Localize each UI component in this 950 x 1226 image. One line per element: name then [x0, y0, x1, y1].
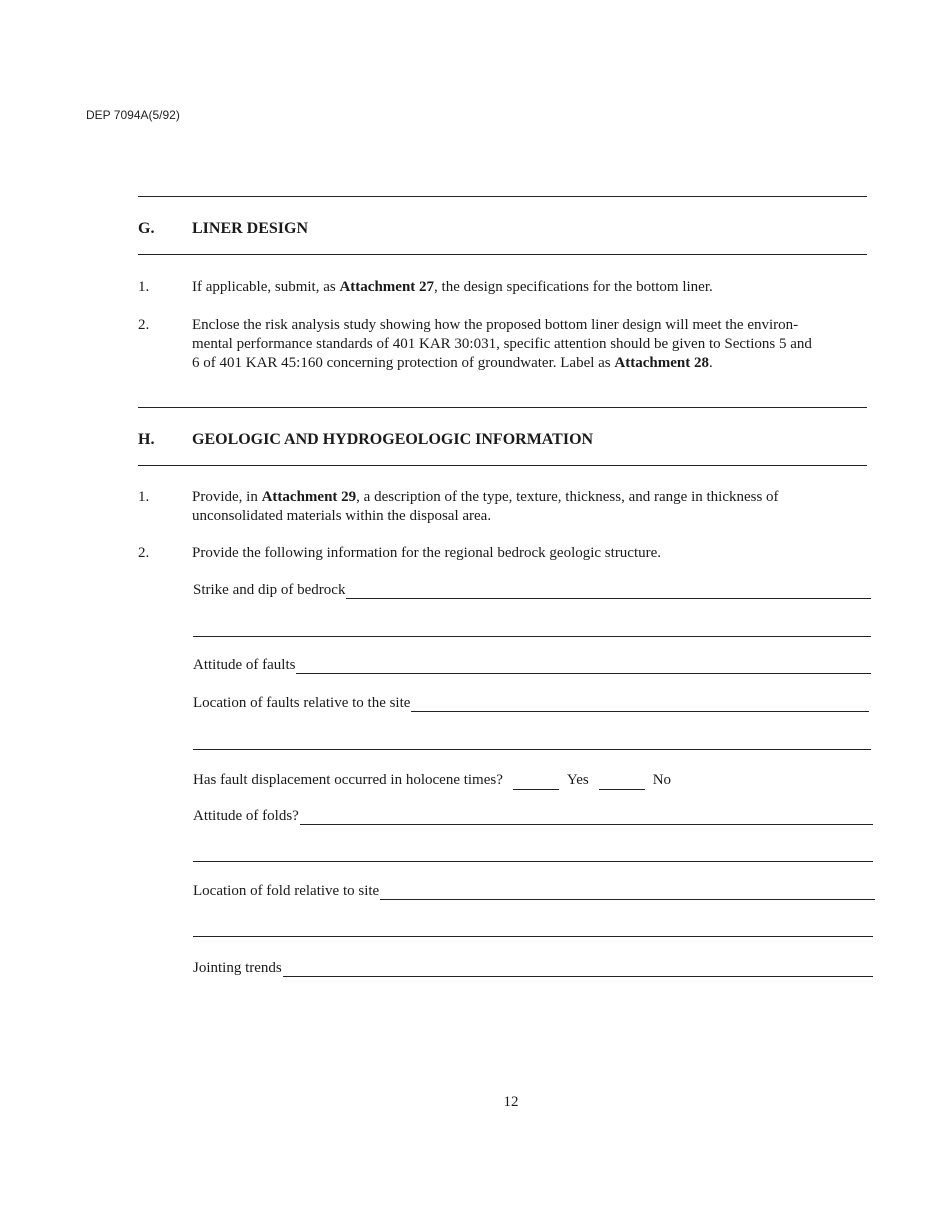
strike-dip-field[interactable]	[193, 582, 871, 599]
item-number: 2.	[138, 317, 150, 333]
item-number: 1.	[138, 489, 150, 505]
field-label: Jointing trends	[193, 960, 282, 976]
holocene-question	[193, 771, 873, 790]
section-g-letter: G.	[138, 220, 155, 237]
list-item	[192, 278, 882, 297]
field-label: Location of fold relative to site	[193, 883, 380, 899]
blank-line[interactable]	[296, 659, 871, 674]
yes-blank[interactable]	[513, 775, 559, 790]
item-number: 2.	[138, 545, 150, 561]
page-number: 12	[503, 1094, 519, 1110]
blank-line[interactable]	[300, 810, 873, 825]
list-item	[192, 488, 882, 526]
item-number: 1.	[138, 279, 150, 295]
item-text: .	[708, 355, 713, 371]
no-label: No	[652, 772, 672, 788]
attachment-ref: Attachment 27	[339, 279, 435, 295]
location-faults-field[interactable]	[193, 695, 869, 712]
item-text: Provide, in	[192, 489, 262, 505]
divider	[138, 196, 867, 197]
blank-line[interactable]	[346, 584, 871, 599]
list-item: Provide the following information for the regional bedrock geologic structure.	[192, 545, 662, 561]
blank-line[interactable]	[283, 962, 873, 977]
item-text: 6 of 401 KAR 45:160 concerning protection of groundwater. Label as	[192, 355, 615, 371]
field-label: Location of faults relative to the site	[193, 695, 411, 711]
item-text: Enclose the risk analysis study showing how the proposed bottom liner design will meet the environ-	[192, 317, 799, 333]
location-fold-field[interactable]	[193, 883, 875, 900]
divider	[138, 465, 867, 466]
jointing-field[interactable]	[193, 960, 873, 977]
field-label: Has fault displacement occurred in holocene times?	[193, 772, 503, 788]
blank-line[interactable]	[411, 697, 869, 712]
blank-line[interactable]	[193, 936, 873, 937]
section-g-title: LINER DESIGN	[192, 220, 309, 237]
attitude-folds-field[interactable]	[193, 808, 873, 825]
attachment-ref: Attachment 29	[261, 489, 357, 505]
section-h-letter: H.	[138, 431, 155, 448]
blank-line[interactable]	[193, 749, 871, 750]
field-label: Attitude of folds?	[193, 808, 299, 824]
form-id: DEP 7094A(5/92)	[86, 108, 180, 122]
field-label: Strike and dip of bedrock	[193, 582, 346, 598]
divider	[138, 407, 867, 408]
blank-line[interactable]	[193, 861, 873, 862]
section-h-title: GEOLOGIC AND HYDROGEOLOGIC INFORMATION	[192, 431, 594, 448]
list-item	[192, 316, 892, 373]
item-text: unconsolidated materials within the disposal area.	[192, 508, 492, 524]
divider	[138, 254, 867, 255]
item-text: , the design specifications for the bottom liner.	[434, 279, 713, 295]
no-blank[interactable]	[599, 775, 645, 790]
field-label: Attitude of faults	[193, 657, 296, 673]
item-text: mental performance standards of 401 KAR 30:031, specific attention should be given to Sections 5 and	[192, 336, 812, 352]
item-text: , a description of the type, texture, thickness, and range in thickness of	[356, 489, 779, 505]
blank-line[interactable]	[380, 885, 875, 900]
blank-line[interactable]	[193, 636, 871, 637]
attachment-ref: Attachment 28	[614, 355, 709, 371]
attitude-faults-field[interactable]	[193, 657, 871, 674]
yes-label: Yes	[566, 772, 589, 788]
item-text: If applicable, submit, as	[192, 279, 340, 295]
